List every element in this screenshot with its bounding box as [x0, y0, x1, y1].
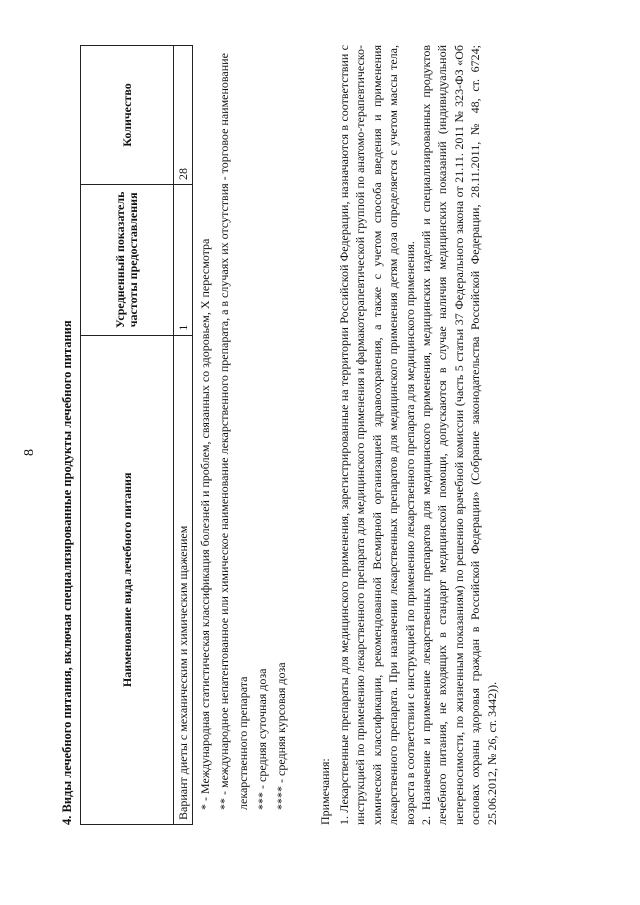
header-frequency: Усредненный показатель частоты предоставления [81, 185, 174, 336]
notes [336, 45, 500, 825]
page-number: 8 [22, 449, 37, 456]
cell-nutrition-name: Вариант диеты с механическим и химическим щажением [174, 335, 193, 824]
note-2: 2. Назначение и применение лекарственных препаратов для медицинского применения, медицинских изделий и специализированных продуктов лечебного питания, не входящих в стандарт медицинской помощи, допускаются в случае наличия медицинских показаний (индивидуальной непереносимости, по жизненным показаниям) по решению врачебной комиссии (часть 5 статьи 37 Федерального закона от 21.11. 2011 № 323-ФЗ «Об основах охраны здоровья граждан в Российской Федерации» (Собрание законодательства Российской Федерации, 28.11.2011, № 48, ст. 6724; 25.06.2012, № 26, ст. 3442)). [419, 45, 499, 825]
nutrition-table [80, 45, 193, 825]
table-row [174, 46, 193, 825]
table-header-row [81, 46, 174, 825]
notes-title: Примечания: [318, 758, 332, 825]
footnote-daily-dose: *** - средняя суточная доза [255, 668, 269, 810]
footnote-icd: * - Международная статистическая классификация болезней и проблем, связанных со здоровьем, X пересмотра [198, 238, 212, 810]
footnotes [196, 40, 291, 810]
footnote-course-dose: **** - средняя курсовая доза [274, 662, 288, 810]
note-1: 1. Лекарственные препараты для медицинского применения, зарегистрированные на территории Российской Федерации, назначаются в соответствии с инструкцией по применению лекарственного препарата для медицинского применения и фармакотерапевтической группой по анатомо-терапевтическо-химической классификации, рекомендованной Всемирной организацией здравоохранения, а также с учетом способа введения и применения лекарственного препарата. При назначении лекарственных препаратов для медицинского применения детям доза определяется с учетом массы тела, возраста в соответствии с инструкцией по применению лекарственного препарата для медицинского применения. [337, 45, 417, 825]
cell-quantity: 28 [174, 46, 193, 185]
header-quantity: Количество [81, 46, 174, 185]
header-nutrition-name: Наименование вида лечебного питания [81, 335, 174, 824]
cell-frequency: 1 [174, 185, 193, 336]
section-title: 4. Виды лечебного питания, включая специализированные продукты лечебного питания [60, 320, 74, 825]
footnote-inn: ** - международное непатентованное или химическое наименование лекарственного препарата, а в случаях их отсутствия - торговое наименование лекарственного препарата [217, 53, 250, 810]
